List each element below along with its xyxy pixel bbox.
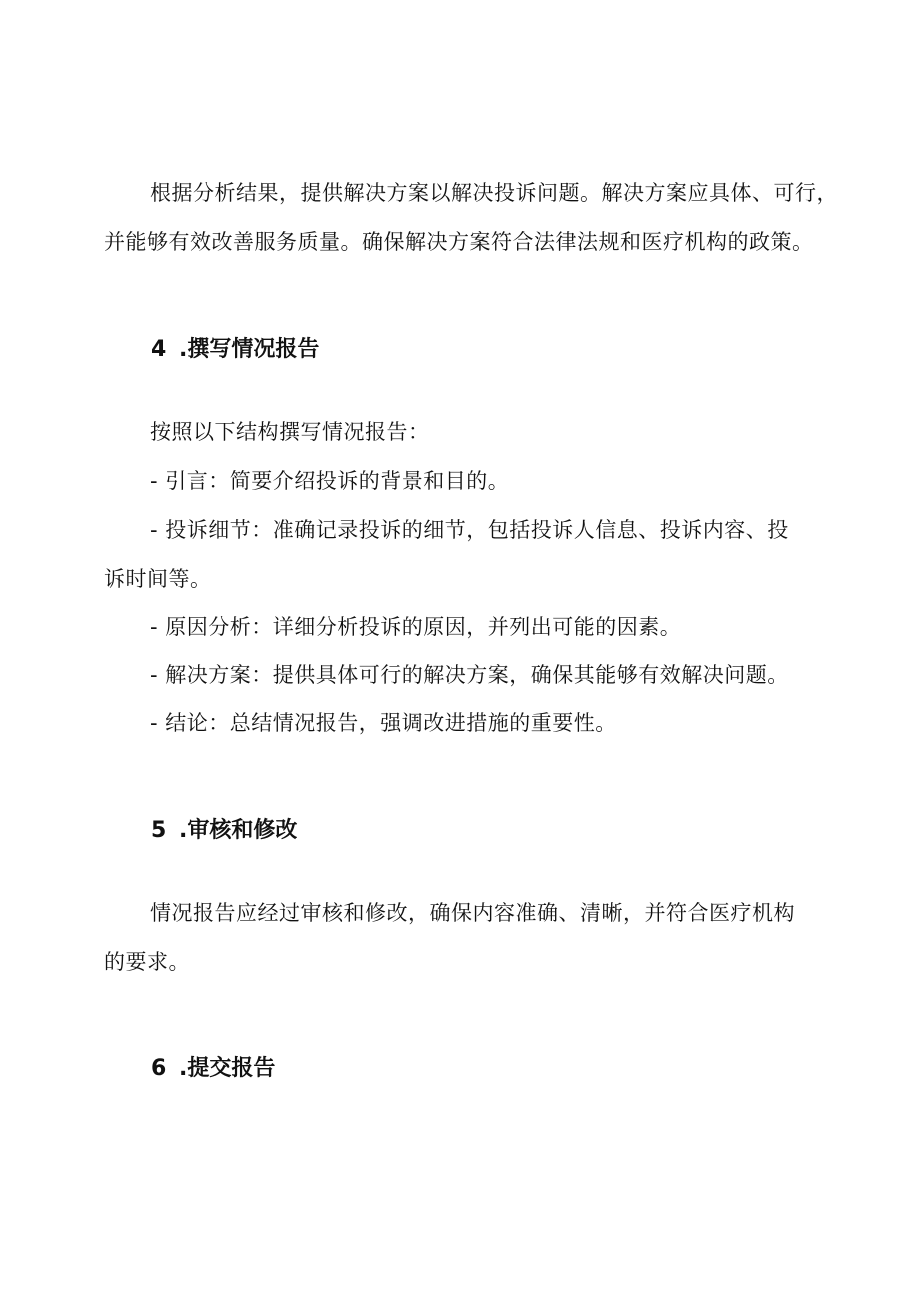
intro-paragraph-line-1: 根据分析结果，提供解决方案以解决投诉问题。解决方案应具体、可行，: [150, 181, 838, 205]
section-5-number: 5: [151, 818, 167, 843]
section-5-title: .审核和修改: [179, 818, 298, 843]
section-4-intro: 按照以下结构撰写情况报告：: [150, 420, 430, 444]
section-6-heading: [151, 1054, 275, 1084]
section-4-item-introduction: - 引言：简要介绍投诉的背景和目的。: [150, 469, 510, 493]
section-5-paragraph-line-1: 情况报告应经过审核和修改，确保内容准确、清晰，并符合医疗机构: [150, 901, 795, 925]
section-6-title: .提交报告: [179, 1056, 276, 1081]
section-4-heading: [151, 335, 319, 365]
section-4-item-complaint-details-cont: 诉时间等。: [104, 567, 212, 591]
section-4-item-complaint-details: - 投诉细节：准确记录投诉的细节，包括投诉人信息、投诉内容、投: [150, 518, 789, 542]
section-4-number: 4: [151, 337, 167, 362]
section-5-heading: [151, 816, 297, 846]
section-6-number: 6: [151, 1056, 167, 1081]
section-4-item-solution: - 解决方案：提供具体可行的解决方案，确保其能够有效解决问题。: [150, 663, 789, 687]
section-4-title: .撰写情况报告: [179, 337, 320, 362]
section-4-item-cause-analysis: - 原因分析：详细分析投诉的原因，并列出可能的因素。: [150, 615, 682, 639]
section-5-paragraph-line-2: 的要求。: [104, 950, 190, 974]
section-4-item-conclusion: - 结论：总结情况报告，强调改进措施的重要性。: [150, 711, 617, 735]
intro-paragraph-line-2: 并能够有效改善服务质量。确保解决方案符合法律法规和医疗机构的政策。: [104, 230, 814, 254]
